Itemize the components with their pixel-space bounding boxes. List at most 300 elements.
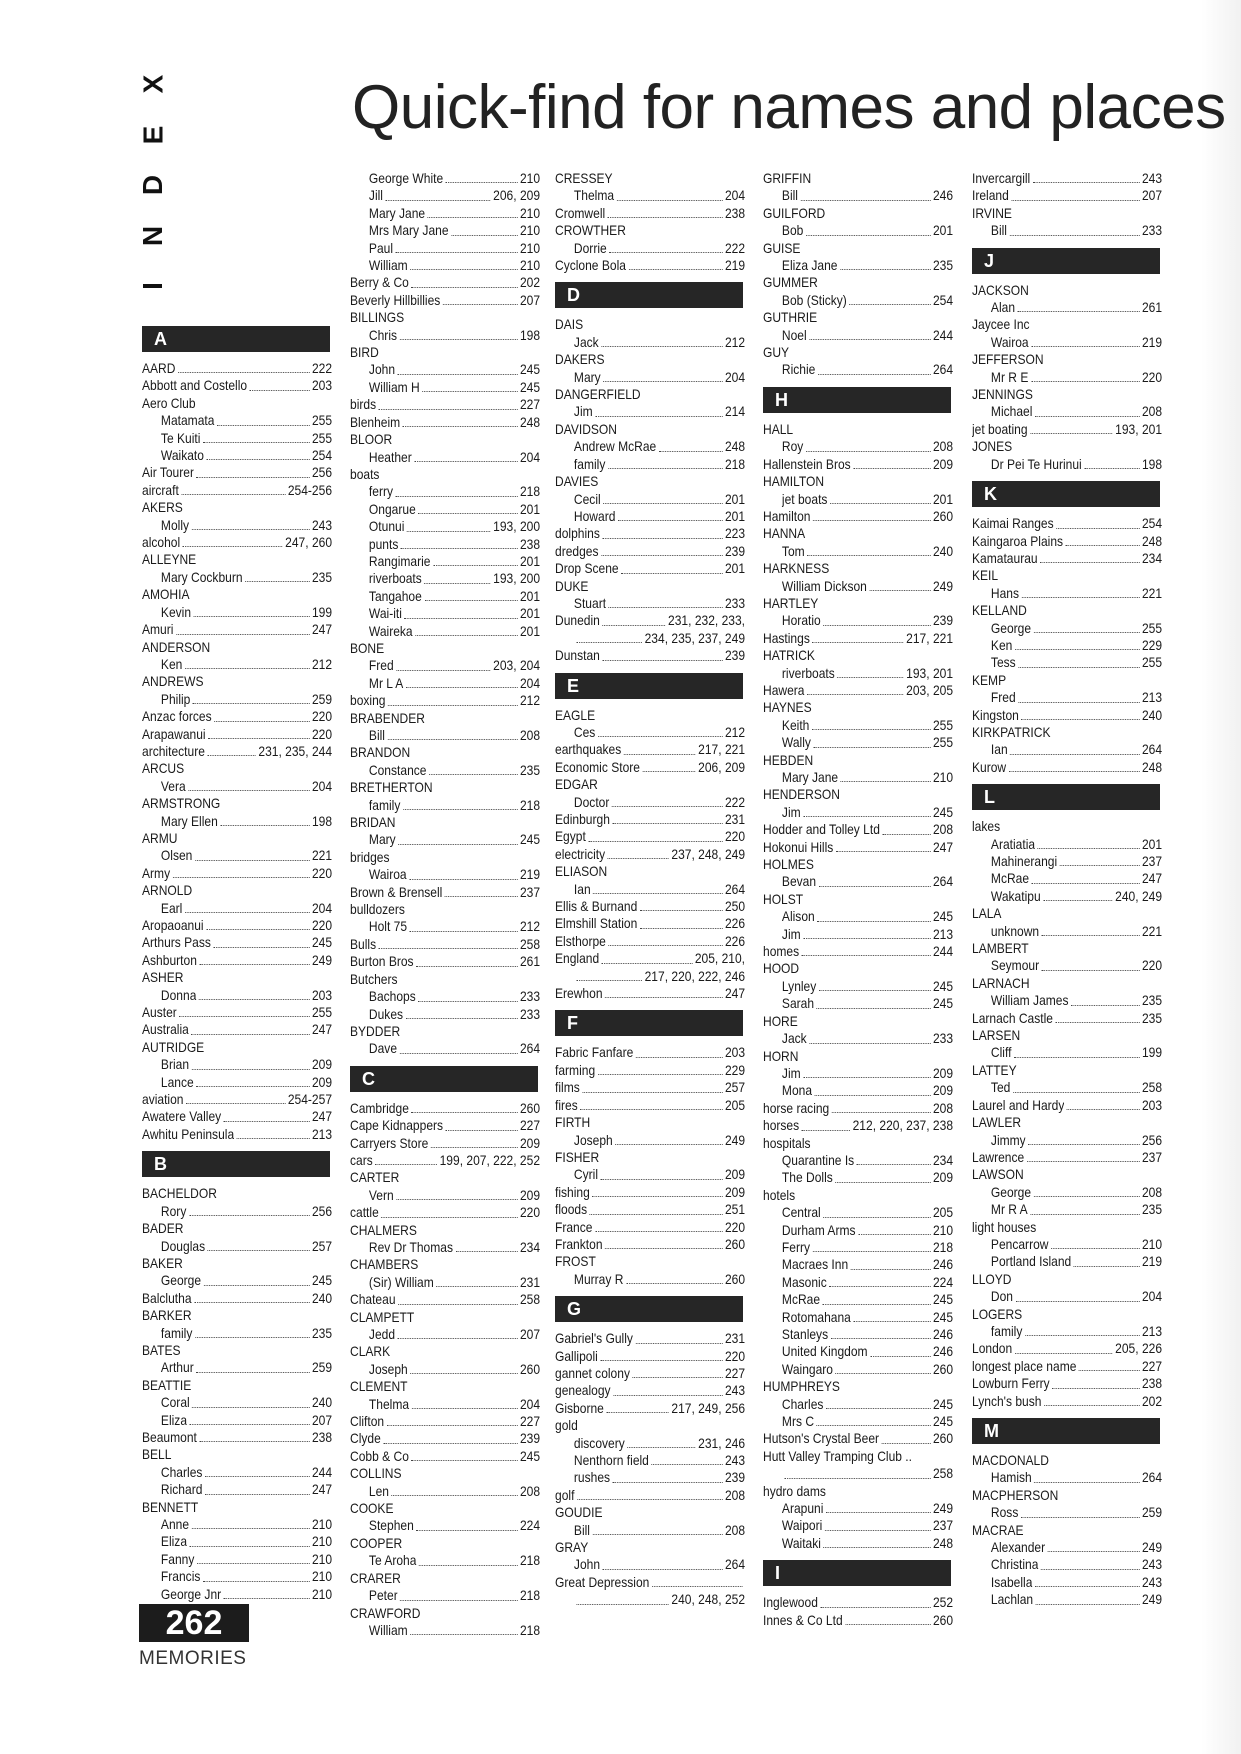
page-refs: 234, 235, 237, 249 — [644, 629, 746, 646]
index-heading: DAVIES — [555, 473, 599, 490]
entry-term: films — [555, 1079, 580, 1096]
entry-term: Noel — [781, 326, 807, 343]
index-heading: BENNETT — [142, 1498, 199, 1515]
entry-term: Ted — [990, 1079, 1011, 1096]
entry-term: Hutson's Crystal Beer — [763, 1430, 880, 1447]
entry-term: Bill — [990, 222, 1007, 239]
entry-term: Egypt — [555, 828, 586, 845]
page-refs: 227 — [724, 1364, 746, 1381]
index-subentry — [555, 794, 745, 811]
page-refs: 231, 246 — [698, 1434, 746, 1451]
dot-leader — [186, 1103, 285, 1104]
entry-term: Ken — [160, 655, 183, 672]
index-subentry — [142, 430, 332, 447]
dot-leader — [813, 747, 930, 748]
page-refs: 245 — [932, 1413, 954, 1430]
dot-leader — [812, 642, 903, 643]
index-subentry — [763, 1030, 953, 1047]
entry-term: Ken — [990, 636, 1013, 653]
page-refs: 240 — [311, 1289, 333, 1306]
index-subentry — [142, 813, 332, 830]
index-entry — [142, 377, 332, 394]
page-refs: 233 — [724, 594, 746, 611]
entry-term: Arthurs Pass — [142, 934, 211, 951]
dot-leader — [633, 1377, 723, 1378]
index-heading: BARKER — [142, 1307, 192, 1324]
index-subentry — [350, 1274, 540, 1291]
dot-leader — [577, 980, 643, 981]
entry-term: Hamish — [990, 1469, 1032, 1486]
dot-leader — [193, 703, 309, 704]
index-subentry — [142, 900, 332, 917]
page-refs: 220 — [1141, 368, 1163, 385]
dot-leader — [403, 426, 518, 427]
entry-term: discovery — [573, 1434, 625, 1451]
dot-leader — [443, 304, 517, 305]
dot-leader — [411, 1112, 517, 1113]
dot-leader — [1015, 1353, 1113, 1354]
dot-leader — [577, 1604, 669, 1605]
page-refs: 249 — [724, 1131, 746, 1148]
dot-leader — [608, 468, 722, 469]
page-refs: 255 — [1141, 654, 1163, 671]
dot-leader — [194, 1302, 309, 1303]
entry-term: Isabella — [990, 1573, 1033, 1590]
page-refs: 260 — [724, 1235, 746, 1252]
entry-term: Bill — [573, 1521, 590, 1538]
dot-leader — [825, 1530, 930, 1531]
entry-term: Francis — [160, 1568, 201, 1585]
index-entry — [555, 560, 745, 577]
index-subentry — [142, 1516, 332, 1533]
entry-term: Lynley — [781, 977, 817, 994]
entry-term: Blenheim — [350, 413, 401, 430]
entry-term: Ashburton — [142, 951, 197, 968]
entry-term: Clyde — [350, 1430, 381, 1447]
page-refs: 210 — [1141, 1235, 1163, 1252]
letter-section-header: J — [972, 248, 1160, 274]
dot-leader — [1034, 632, 1140, 633]
page-refs: 227 — [519, 396, 541, 413]
page-refs: 221 — [1141, 584, 1163, 601]
page-refs: 255 — [311, 1004, 333, 1021]
dot-leader — [419, 1565, 517, 1566]
page-refs: 235 — [311, 568, 333, 585]
dot-leader — [818, 374, 930, 375]
page-refs: 235 — [1141, 992, 1163, 1009]
index-heading: Jaycee Inc — [972, 316, 1030, 333]
page-refs: 214 — [724, 403, 746, 420]
dot-leader — [400, 339, 518, 340]
entry-term: Elmshill Station — [555, 915, 638, 932]
page-refs: 247 — [1141, 870, 1163, 887]
index-subentry — [555, 403, 745, 420]
entry-term: Ireland — [972, 187, 1009, 204]
index-heading: DAKERS — [555, 351, 605, 368]
index-heading: JONES — [972, 438, 1013, 455]
dot-leader — [418, 513, 517, 514]
entry-term: Gallipoli — [555, 1347, 598, 1364]
dot-leader — [379, 948, 518, 949]
page-refs: 212 — [519, 918, 541, 935]
index-heading: BLOOR — [350, 431, 393, 448]
entry-term: Brown & Brensell — [350, 883, 443, 900]
entry-term: Lance — [160, 1073, 194, 1090]
dot-leader — [192, 1528, 310, 1529]
index-subentry — [972, 334, 1162, 351]
index-subentry — [350, 1396, 540, 1413]
entry-term: dredges — [555, 542, 599, 559]
page-refs: 208 — [519, 727, 541, 743]
page-refs: 258 — [932, 1465, 954, 1482]
entry-term: Mr R A — [990, 1201, 1028, 1218]
page-refs: 204 — [311, 899, 333, 916]
dot-leader — [1011, 200, 1139, 201]
page-refs: 209 — [932, 1064, 954, 1081]
index-subentry — [555, 491, 745, 508]
page-refs: 244 — [311, 1463, 333, 1480]
index-entry — [972, 421, 1162, 438]
index-entry — [142, 534, 332, 551]
page-refs: 245 — [519, 378, 541, 395]
entry-term: Waipori — [781, 1517, 823, 1534]
index-heading: lakes — [972, 818, 1001, 835]
entry-term: Wally — [781, 734, 811, 751]
entry-term: Erewhon — [555, 985, 603, 1002]
page-refs: 255 — [311, 429, 333, 446]
index-heading: KEMP — [972, 671, 1007, 688]
index-heading: HALL — [763, 420, 794, 437]
dot-leader — [379, 409, 518, 410]
index-subentry — [763, 1169, 953, 1186]
entry-term: jet boating — [972, 420, 1028, 437]
index-heading: CRAWFORD — [350, 1604, 421, 1621]
dot-leader — [387, 1425, 518, 1426]
dot-leader — [1018, 311, 1140, 312]
page-refs: 249 — [1141, 1591, 1163, 1608]
entry-term: Vern — [368, 1186, 394, 1203]
entry-term: Michael — [990, 403, 1033, 420]
entry-term: Auster — [142, 1004, 177, 1021]
dot-leader — [396, 670, 490, 671]
entry-term: Waingaro — [781, 1360, 834, 1377]
entry-term: Aratiatia — [990, 835, 1036, 852]
index-subentry — [763, 1361, 953, 1378]
page-refs: 226 — [724, 915, 746, 932]
index-entry — [763, 839, 953, 856]
page-refs: 240 — [1141, 706, 1163, 723]
page-refs: 193, 201 — [1115, 420, 1163, 437]
entry-term: Roy — [781, 438, 804, 455]
entry-term: Mary — [573, 368, 601, 385]
index-subentry — [763, 1500, 953, 1517]
index-heading: GRIFFIN — [763, 170, 812, 186]
index-heading: HOOD — [763, 960, 800, 977]
dot-leader — [635, 1343, 722, 1344]
index-entry — [555, 647, 745, 664]
entry-term: Awhitu Peninsula — [142, 1125, 235, 1142]
index-subentry — [350, 1552, 540, 1569]
dot-leader — [651, 1464, 722, 1465]
dot-leader — [386, 200, 491, 201]
dot-leader — [192, 1069, 310, 1070]
entry-term: Tangahoe — [368, 587, 422, 604]
page-refs: 203 — [724, 1044, 746, 1061]
dot-leader — [424, 583, 490, 584]
entry-term: Beaumont — [142, 1428, 197, 1445]
entry-term: Arthur — [160, 1359, 194, 1376]
index-entry — [350, 1135, 540, 1152]
page-refs: 208 — [724, 1486, 746, 1503]
index-heading: GUMMER — [763, 274, 818, 291]
entry-term: Cromwell — [555, 204, 606, 221]
index-heading: GOUDIE — [555, 1504, 603, 1521]
entry-term: Ellis & Burnand — [555, 898, 638, 915]
index-entry — [555, 1097, 745, 1114]
index-entry — [972, 1375, 1162, 1392]
index-heading: ARMU — [142, 829, 178, 846]
index-entry — [350, 1291, 540, 1308]
page-refs: 255 — [932, 716, 954, 733]
page-refs: 220 — [311, 708, 333, 725]
page-refs: 204 — [519, 1395, 541, 1412]
index-subentry — [350, 675, 540, 692]
entry-term: Lachlan — [990, 1591, 1034, 1608]
index-entry — [350, 396, 540, 413]
index-subentry — [972, 853, 1162, 870]
page-refs: 209 — [724, 1183, 746, 1200]
page-refs: 208 — [1141, 1183, 1163, 1200]
letter-section-header: B — [142, 1151, 330, 1177]
entry-term: Donna — [160, 986, 197, 1003]
index-subentry — [763, 1065, 953, 1082]
index-heading: CARTER — [350, 1169, 400, 1186]
page-refs: 245 — [932, 908, 954, 925]
dot-leader — [608, 217, 723, 218]
dot-leader — [853, 468, 930, 469]
index-entry — [972, 1358, 1162, 1375]
dot-leader — [207, 755, 255, 756]
entry-term: family — [160, 1324, 193, 1341]
page-refs: 218 — [932, 1238, 954, 1255]
dot-leader — [612, 806, 722, 807]
page-refs: 247 — [311, 1021, 333, 1038]
dot-leader — [199, 1441, 309, 1442]
dot-leader — [411, 287, 517, 288]
page-refs: 210 — [311, 1533, 333, 1550]
index-heading: GUY — [763, 344, 790, 361]
dot-leader — [217, 425, 309, 426]
page-refs: 258 — [519, 1291, 541, 1308]
dot-leader — [815, 1095, 931, 1096]
page-refs: 209 — [932, 1169, 954, 1186]
entry-term: riverboats — [368, 570, 422, 587]
index-letter: D — [136, 174, 168, 196]
page-refs: 258 — [519, 935, 541, 952]
page-refs: 212 — [311, 655, 333, 672]
dot-leader — [602, 538, 722, 539]
entry-term: Peter — [368, 1587, 398, 1604]
index-entry — [555, 933, 745, 950]
dot-leader — [185, 912, 309, 913]
index-subentry — [972, 1504, 1162, 1521]
page-refs: 204 — [724, 187, 746, 204]
index-subentry — [350, 518, 540, 535]
entry-term: Kingston — [972, 706, 1019, 723]
entry-term: Bevan — [781, 873, 817, 890]
page-refs: 240 — [932, 542, 954, 559]
dot-leader — [409, 879, 517, 880]
entry-term: Portland Island — [990, 1253, 1072, 1270]
entry-term: Fabric Fanfare — [555, 1044, 634, 1061]
entry-term: Amuri — [142, 621, 174, 638]
entry-term: Durham Arms — [781, 1221, 856, 1238]
page-refs: 219 — [724, 257, 746, 274]
entry-term: Invercargill — [972, 170, 1031, 186]
index-subentry — [763, 578, 953, 595]
entry-term: George — [160, 1272, 202, 1289]
page-refs: 201 — [519, 500, 541, 517]
dot-leader — [1043, 900, 1112, 901]
entry-term: homes — [763, 943, 800, 960]
index-heading: AUTRIDGE — [142, 1038, 205, 1055]
dot-leader — [1040, 562, 1139, 563]
page-refs: 246 — [932, 187, 954, 204]
page-refs: 234 — [1141, 549, 1163, 566]
dot-leader — [1036, 1604, 1140, 1605]
page-refs: 208 — [932, 821, 954, 838]
entry-term: Brian — [160, 1056, 190, 1073]
entry-term: France — [555, 1218, 593, 1235]
index-heading: FIRTH — [555, 1114, 591, 1131]
entry-term: George — [990, 1183, 1032, 1200]
index-heading: BRIDAN — [350, 814, 396, 831]
entry-term: Dukes — [368, 1005, 404, 1022]
page-refs: 209 — [932, 1082, 954, 1099]
page-refs: 218 — [724, 455, 746, 472]
dot-leader — [831, 1338, 931, 1339]
index-subentry — [350, 623, 540, 640]
dot-leader — [203, 442, 309, 443]
entry-term: genealogy — [555, 1382, 611, 1399]
index-entry — [763, 943, 953, 960]
dot-leader — [609, 252, 722, 253]
page-refs: 264 — [932, 361, 954, 378]
entry-term: Hodder and Tolley Ltd — [763, 821, 880, 838]
page-refs: 209 — [519, 1186, 541, 1203]
page-refs: 222 — [311, 360, 333, 376]
dot-leader — [615, 1144, 722, 1145]
dot-leader — [189, 1215, 309, 1216]
dot-leader — [199, 999, 309, 1000]
page-refs: 233 — [519, 1005, 541, 1022]
entry-term: Wairoa — [368, 866, 407, 883]
dot-leader — [819, 990, 931, 991]
page-refs: 207 — [1141, 187, 1163, 204]
index-entry — [555, 1487, 745, 1504]
dot-leader — [381, 1217, 517, 1218]
index-subentry — [555, 1556, 745, 1573]
index-heading: KEIL — [972, 567, 999, 584]
letter-section-header: E — [555, 673, 743, 699]
index-heading: AKERS — [142, 499, 183, 516]
page-refs: 258 — [1141, 1079, 1163, 1096]
dot-leader — [580, 1109, 722, 1110]
page-refs: 219 — [1141, 1253, 1163, 1270]
entry-term: George White — [368, 170, 444, 186]
page-refs: 264 — [1141, 741, 1163, 758]
index-subentry — [763, 908, 953, 925]
page-refs: 235 — [1141, 1201, 1163, 1218]
dot-leader — [407, 531, 491, 532]
entry-term: Quarantine Is — [781, 1151, 855, 1168]
page-refs: 210 — [932, 769, 954, 785]
index-heading: GUILFORD — [763, 204, 826, 221]
page-refs: 247, 260 — [285, 534, 333, 551]
index-subentry — [350, 536, 540, 553]
entry-term: George — [990, 619, 1032, 636]
dot-leader — [197, 1563, 309, 1564]
dot-leader — [617, 200, 723, 201]
index-entry — [555, 1201, 745, 1218]
entry-term: Mary Jane — [781, 769, 839, 785]
page-refs: 226 — [724, 932, 746, 949]
entry-term: Anne — [160, 1516, 190, 1532]
entry-term: Bill — [368, 727, 385, 743]
index-heading: HARKNESS — [763, 560, 830, 577]
dot-leader — [629, 269, 723, 270]
index-heading: LATTEY — [972, 1061, 1017, 1078]
page-refs: 204 — [519, 448, 541, 465]
index-subentry — [350, 1187, 540, 1204]
page-refs: 202 — [519, 274, 541, 291]
entry-term: Ces — [573, 723, 596, 740]
entry-term: Fred — [990, 689, 1016, 706]
index-entry — [763, 456, 953, 473]
index-entry — [142, 1091, 332, 1108]
index-heading: ALLEYNE — [142, 551, 197, 568]
page-refs: 217, 221 — [906, 629, 954, 646]
page-refs: 207 — [311, 1411, 333, 1428]
page-refs: 212 — [724, 333, 746, 350]
index-subentry — [763, 292, 953, 309]
entry-term: aircraft — [142, 481, 179, 498]
entry-term: Waikato — [160, 447, 204, 464]
index-heading: Butchers — [350, 970, 398, 987]
dot-leader — [826, 1512, 930, 1513]
dot-leader — [837, 677, 903, 678]
entry-term: Andrew McRae — [573, 438, 657, 455]
entry-term: Doctor — [573, 793, 610, 810]
page-refs: 235 — [519, 761, 541, 778]
dot-leader — [1010, 754, 1139, 755]
entry-term: Great Depression — [555, 1573, 650, 1590]
index-heading: EAGLE — [555, 706, 596, 723]
footer-publication: MEMORIES — [139, 1648, 247, 1669]
entry-term: Drop Scene — [555, 560, 619, 577]
entry-term: Arapuni — [781, 1500, 824, 1517]
index-subentry — [350, 831, 540, 848]
page-refs: 203, 205 — [906, 681, 954, 698]
page-refs: 201 — [519, 622, 541, 639]
dot-leader — [1032, 883, 1140, 884]
entry-term: family — [990, 1322, 1023, 1339]
page-refs: 218 — [519, 796, 541, 813]
index-entry — [555, 741, 745, 758]
page-refs: 233 — [1141, 222, 1163, 239]
entry-term: Joseph — [573, 1131, 613, 1148]
index-subentry — [142, 447, 332, 464]
